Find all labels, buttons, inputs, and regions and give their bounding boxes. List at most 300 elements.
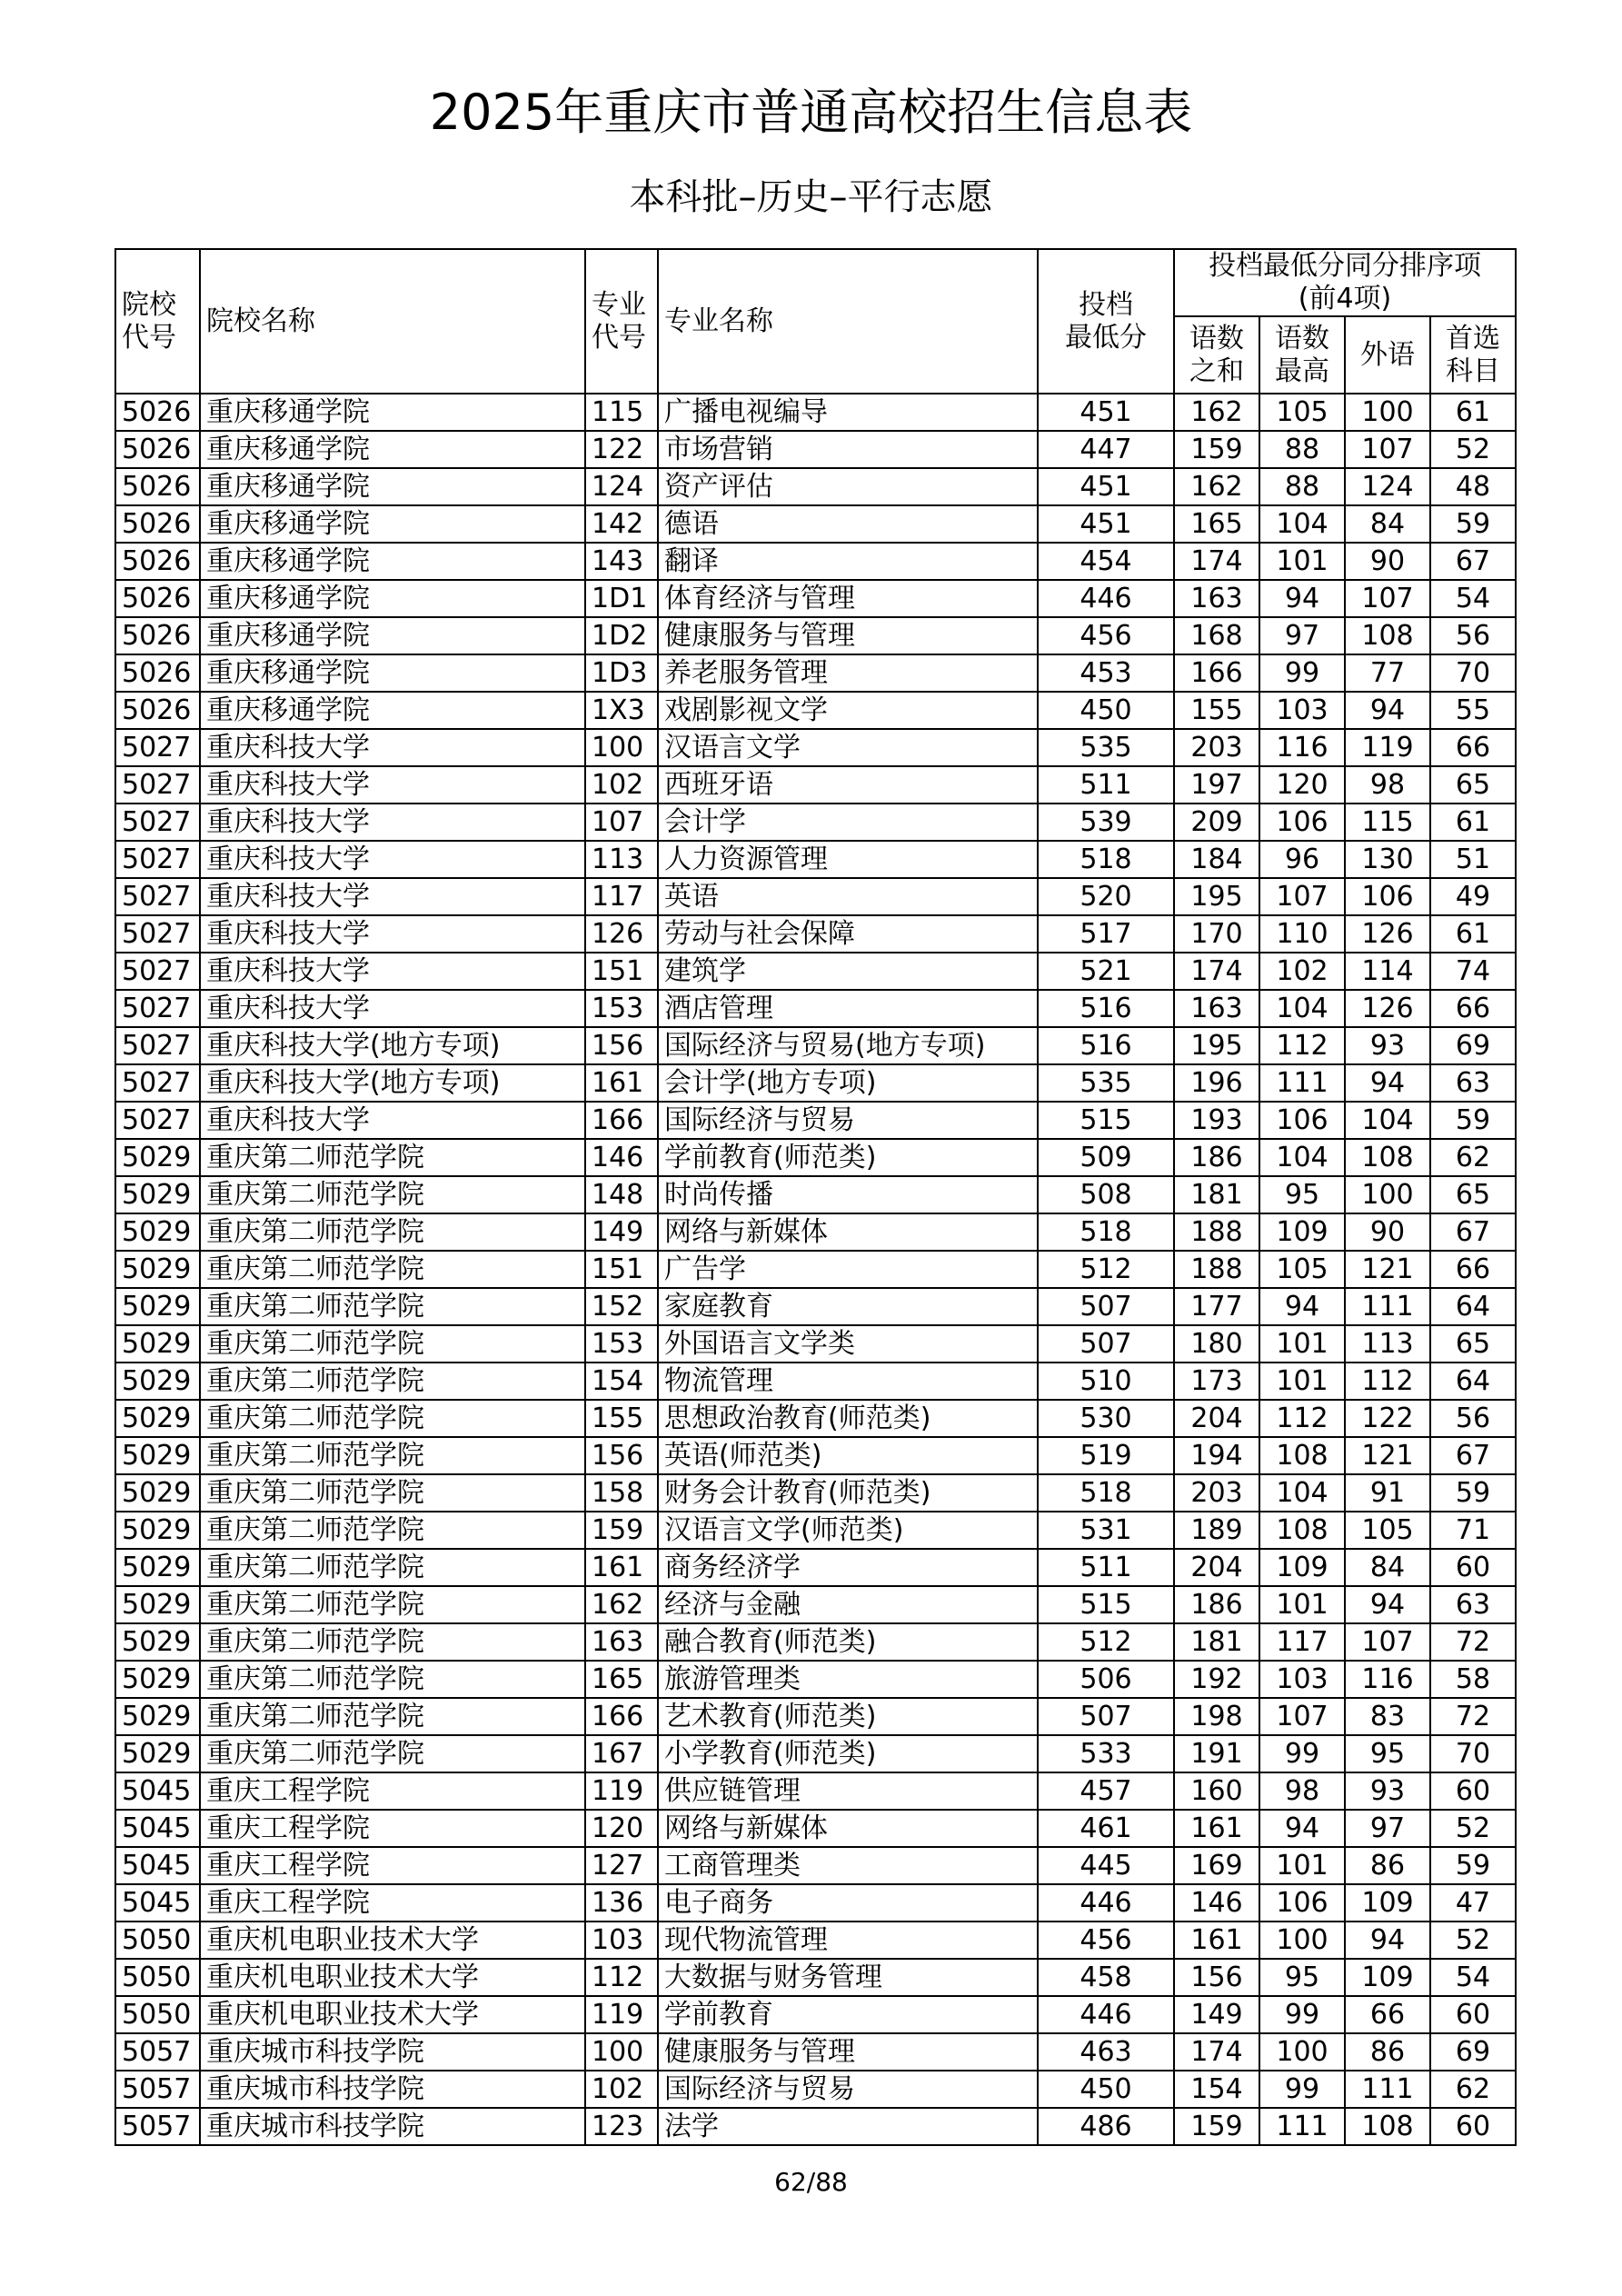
school-name-cell: 重庆第二师范学院	[200, 1176, 585, 1213]
major-code-cell: 143	[585, 543, 658, 580]
school-name-cell: 重庆第二师范学院	[200, 1288, 585, 1325]
first-subject-cell: 52	[1430, 1810, 1516, 1847]
school-code-cell: 5045	[115, 1772, 200, 1810]
major-code-cell: 103	[585, 1922, 658, 1959]
first-subject-cell: 70	[1430, 1735, 1516, 1772]
sum-yw-sx-cell: 181	[1174, 1623, 1259, 1661]
min-score-cell: 535	[1038, 729, 1174, 766]
first-subject-cell: 52	[1430, 431, 1516, 468]
min-score-cell: 506	[1038, 1661, 1174, 1698]
table-row	[115, 1176, 1516, 1213]
foreign-cell: 86	[1345, 1847, 1430, 1884]
max-yw-sx-cell: 109	[1259, 1213, 1345, 1251]
major-name-cell: 广播电视编导	[658, 394, 1038, 431]
major-name-cell: 健康服务与管理	[658, 2033, 1038, 2071]
school-name-cell: 重庆移通学院	[200, 505, 585, 543]
major-name-cell: 翻译	[658, 543, 1038, 580]
major-name-cell: 会计学	[658, 804, 1038, 841]
major-code-cell: 158	[585, 1474, 658, 1512]
first-subject-cell: 64	[1430, 1363, 1516, 1400]
foreign-cell: 100	[1345, 394, 1430, 431]
max-yw-sx-cell: 100	[1259, 2033, 1345, 2071]
foreign-cell: 90	[1345, 543, 1430, 580]
sum-yw-sx-cell: 174	[1174, 543, 1259, 580]
first-subject-cell: 66	[1430, 729, 1516, 766]
max-yw-sx-cell: 110	[1259, 915, 1345, 953]
first-subject-cell: 67	[1430, 1437, 1516, 1474]
max-yw-sx-cell: 109	[1259, 1549, 1345, 1586]
school-name-cell: 重庆移通学院	[200, 692, 585, 729]
header-major-code: 专业 代号	[585, 249, 658, 394]
table-row	[115, 2108, 1516, 2145]
table-row	[115, 1325, 1516, 1363]
major-code-cell: 1D2	[585, 617, 658, 654]
table-row	[115, 692, 1516, 729]
table-row	[115, 1251, 1516, 1288]
foreign-cell: 109	[1345, 1959, 1430, 1996]
foreign-cell: 93	[1345, 1027, 1430, 1064]
foreign-cell: 94	[1345, 692, 1430, 729]
major-code-cell: 159	[585, 1512, 658, 1549]
school-code-cell: 5026	[115, 468, 200, 505]
sum-yw-sx-cell: 191	[1174, 1735, 1259, 1772]
table-row	[115, 1996, 1516, 2033]
max-yw-sx-cell: 99	[1259, 654, 1345, 692]
header-min-score: 投档 最低分	[1038, 249, 1174, 394]
max-yw-sx-cell: 100	[1259, 1922, 1345, 1959]
min-score-cell: 445	[1038, 1847, 1174, 1884]
major-name-cell: 艺术教育(师范类)	[658, 1698, 1038, 1735]
sum-yw-sx-cell: 165	[1174, 505, 1259, 543]
first-subject-cell: 64	[1430, 1288, 1516, 1325]
foreign-cell: 121	[1345, 1251, 1430, 1288]
major-code-cell: 151	[585, 953, 658, 990]
min-score-cell: 521	[1038, 953, 1174, 990]
header-school-code: 院校 代号	[115, 249, 200, 394]
major-name-cell: 国际经济与贸易	[658, 1102, 1038, 1139]
major-name-cell: 健康服务与管理	[658, 617, 1038, 654]
max-yw-sx-cell: 112	[1259, 1400, 1345, 1437]
school-name-cell: 重庆第二师范学院	[200, 1213, 585, 1251]
sum-yw-sx-cell: 186	[1174, 1139, 1259, 1176]
major-name-cell: 融合教育(师范类)	[658, 1623, 1038, 1661]
major-name-cell: 劳动与社会保障	[658, 915, 1038, 953]
min-score-cell: 447	[1038, 431, 1174, 468]
foreign-cell: 108	[1345, 617, 1430, 654]
sum-yw-sx-cell: 162	[1174, 394, 1259, 431]
major-name-cell: 大数据与财务管理	[658, 1959, 1038, 1996]
max-yw-sx-cell: 112	[1259, 1027, 1345, 1064]
first-subject-cell: 58	[1430, 1661, 1516, 1698]
max-yw-sx-cell: 101	[1259, 1363, 1345, 1400]
school-code-cell: 5050	[115, 1922, 200, 1959]
page-title: 2025年重庆市普通高校招生信息表	[429, 84, 1193, 141]
max-yw-sx-cell: 94	[1259, 580, 1345, 617]
major-code-cell: 123	[585, 2108, 658, 2145]
foreign-cell: 106	[1345, 878, 1430, 915]
school-name-cell: 重庆工程学院	[200, 1847, 585, 1884]
table-row	[115, 468, 1516, 505]
major-name-cell: 思想政治教育(师范类)	[658, 1400, 1038, 1437]
major-name-cell: 汉语言文学	[658, 729, 1038, 766]
major-name-cell: 商务经济学	[658, 1549, 1038, 1586]
major-name-cell: 英语	[658, 878, 1038, 915]
min-score-cell: 530	[1038, 1400, 1174, 1437]
min-score-cell: 451	[1038, 468, 1174, 505]
table-row	[115, 505, 1516, 543]
min-score-cell: 458	[1038, 1959, 1174, 1996]
major-name-cell: 电子商务	[658, 1884, 1038, 1922]
max-yw-sx-cell: 108	[1259, 1512, 1345, 1549]
major-code-cell: 156	[585, 1027, 658, 1064]
school-code-cell: 5050	[115, 1959, 200, 1996]
school-name-cell: 重庆第二师范学院	[200, 1735, 585, 1772]
table-row	[115, 1922, 1516, 1959]
table-row	[115, 1437, 1516, 1474]
foreign-cell: 126	[1345, 915, 1430, 953]
foreign-cell: 122	[1345, 1400, 1430, 1437]
foreign-cell: 93	[1345, 1772, 1430, 1810]
major-name-cell: 酒店管理	[658, 990, 1038, 1027]
school-name-cell: 重庆第二师范学院	[200, 1698, 585, 1735]
school-code-cell: 5026	[115, 505, 200, 543]
table-row	[115, 1139, 1516, 1176]
school-name-cell: 重庆第二师范学院	[200, 1661, 585, 1698]
sum-yw-sx-cell: 197	[1174, 766, 1259, 804]
table-row	[115, 654, 1516, 692]
sum-yw-sx-cell: 174	[1174, 2033, 1259, 2071]
table-row	[115, 1027, 1516, 1064]
school-code-cell: 5027	[115, 766, 200, 804]
school-name-cell: 重庆科技大学	[200, 766, 585, 804]
min-score-cell: 454	[1038, 543, 1174, 580]
school-code-cell: 5029	[115, 1623, 200, 1661]
major-name-cell: 家庭教育	[658, 1288, 1038, 1325]
foreign-cell: 116	[1345, 1661, 1430, 1698]
table-body	[115, 394, 1516, 2145]
min-score-cell: 446	[1038, 1996, 1174, 2033]
max-yw-sx-cell: 101	[1259, 1586, 1345, 1623]
min-score-cell: 517	[1038, 915, 1174, 953]
min-score-cell: 519	[1038, 1437, 1174, 1474]
school-name-cell: 重庆移通学院	[200, 394, 585, 431]
school-name-cell: 重庆工程学院	[200, 1810, 585, 1847]
school-name-cell: 重庆第二师范学院	[200, 1251, 585, 1288]
sum-yw-sx-cell: 189	[1174, 1512, 1259, 1549]
foreign-cell: 119	[1345, 729, 1430, 766]
max-yw-sx-cell: 101	[1259, 1325, 1345, 1363]
max-yw-sx-cell: 102	[1259, 953, 1345, 990]
major-code-cell: 112	[585, 1959, 658, 1996]
sum-yw-sx-cell: 155	[1174, 692, 1259, 729]
major-code-cell: 107	[585, 804, 658, 841]
school-code-cell: 5026	[115, 543, 200, 580]
first-subject-cell: 51	[1430, 841, 1516, 878]
school-name-cell: 重庆第二师范学院	[200, 1325, 585, 1363]
first-subject-cell: 48	[1430, 468, 1516, 505]
major-name-cell: 汉语言文学(师范类)	[658, 1512, 1038, 1549]
school-name-cell: 重庆第二师范学院	[200, 1512, 585, 1549]
first-subject-cell: 65	[1430, 1325, 1516, 1363]
max-yw-sx-cell: 105	[1259, 394, 1345, 431]
major-code-cell: 1D3	[585, 654, 658, 692]
table-row	[115, 1586, 1516, 1623]
foreign-cell: 124	[1345, 468, 1430, 505]
major-code-cell: 148	[585, 1176, 658, 1213]
major-name-cell: 戏剧影视文学	[658, 692, 1038, 729]
school-code-cell: 5029	[115, 1139, 200, 1176]
admission-table	[114, 248, 1517, 2146]
major-code-cell: 1X3	[585, 692, 658, 729]
sum-yw-sx-cell: 203	[1174, 729, 1259, 766]
sum-yw-sx-cell: 198	[1174, 1698, 1259, 1735]
school-code-cell: 5029	[115, 1549, 200, 1586]
school-code-cell: 5029	[115, 1325, 200, 1363]
min-score-cell: 508	[1038, 1176, 1174, 1213]
max-yw-sx-cell: 106	[1259, 1884, 1345, 1922]
major-code-cell: 163	[585, 1623, 658, 1661]
school-name-cell: 重庆移通学院	[200, 431, 585, 468]
min-score-cell: 446	[1038, 580, 1174, 617]
foreign-cell: 121	[1345, 1437, 1430, 1474]
min-score-cell: 510	[1038, 1363, 1174, 1400]
min-score-cell: 511	[1038, 766, 1174, 804]
first-subject-cell: 49	[1430, 878, 1516, 915]
foreign-cell: 111	[1345, 1288, 1430, 1325]
table-row	[115, 2033, 1516, 2071]
school-code-cell: 5050	[115, 1996, 200, 2033]
school-name-cell: 重庆科技大学	[200, 729, 585, 766]
major-name-cell: 工商管理类	[658, 1847, 1038, 1884]
min-score-cell: 520	[1038, 878, 1174, 915]
sum-yw-sx-cell: 204	[1174, 1400, 1259, 1437]
sum-yw-sx-cell: 163	[1174, 580, 1259, 617]
major-code-cell: 115	[585, 394, 658, 431]
major-name-cell: 外国语言文学类	[658, 1325, 1038, 1363]
table-row	[115, 804, 1516, 841]
foreign-cell: 91	[1345, 1474, 1430, 1512]
header-school-name: 院校名称	[200, 249, 585, 394]
max-yw-sx-cell: 96	[1259, 841, 1345, 878]
foreign-cell: 114	[1345, 953, 1430, 990]
max-yw-sx-cell: 88	[1259, 431, 1345, 468]
school-name-cell: 重庆移通学院	[200, 580, 585, 617]
school-code-cell: 5027	[115, 841, 200, 878]
min-score-cell: 446	[1038, 1884, 1174, 1922]
min-score-cell: 533	[1038, 1735, 1174, 1772]
min-score-cell: 456	[1038, 1922, 1174, 1959]
school-name-cell: 重庆科技大学	[200, 915, 585, 953]
sum-yw-sx-cell: 159	[1174, 431, 1259, 468]
sum-yw-sx-cell: 209	[1174, 804, 1259, 841]
major-name-cell: 财务会计教育(师范类)	[658, 1474, 1038, 1512]
min-score-cell: 516	[1038, 990, 1174, 1027]
major-code-cell: 100	[585, 729, 658, 766]
table-row	[115, 394, 1516, 431]
min-score-cell: 450	[1038, 2071, 1174, 2108]
first-subject-cell: 71	[1430, 1512, 1516, 1549]
first-subject-cell: 62	[1430, 2071, 1516, 2108]
min-score-cell: 531	[1038, 1512, 1174, 1549]
first-subject-cell: 61	[1430, 804, 1516, 841]
table-row	[115, 543, 1516, 580]
foreign-cell: 113	[1345, 1325, 1430, 1363]
sum-yw-sx-cell: 196	[1174, 1064, 1259, 1102]
table-row	[115, 1474, 1516, 1512]
min-score-cell: 450	[1038, 692, 1174, 729]
school-name-cell: 重庆科技大学	[200, 1102, 585, 1139]
major-code-cell: 102	[585, 2071, 658, 2108]
major-code-cell: 166	[585, 1698, 658, 1735]
min-score-cell: 507	[1038, 1325, 1174, 1363]
school-code-cell: 5027	[115, 1064, 200, 1102]
school-code-cell: 5027	[115, 990, 200, 1027]
table-row	[115, 766, 1516, 804]
table-row	[115, 953, 1516, 990]
max-yw-sx-cell: 104	[1259, 1474, 1345, 1512]
major-code-cell: 136	[585, 1884, 658, 1922]
first-subject-cell: 69	[1430, 1027, 1516, 1064]
foreign-cell: 94	[1345, 1922, 1430, 1959]
major-code-cell: 146	[585, 1139, 658, 1176]
school-name-cell: 重庆科技大学	[200, 953, 585, 990]
school-name-cell: 重庆移通学院	[200, 654, 585, 692]
min-score-cell: 515	[1038, 1586, 1174, 1623]
first-subject-cell: 55	[1430, 692, 1516, 729]
max-yw-sx-cell: 104	[1259, 990, 1345, 1027]
header-sum-yw-sx: 语数 之和	[1174, 316, 1259, 394]
sum-yw-sx-cell: 194	[1174, 1437, 1259, 1474]
school-code-cell: 5027	[115, 804, 200, 841]
first-subject-cell: 62	[1430, 1139, 1516, 1176]
sum-yw-sx-cell: 204	[1174, 1549, 1259, 1586]
school-code-cell: 5026	[115, 394, 200, 431]
major-code-cell: 156	[585, 1437, 658, 1474]
major-code-cell: 149	[585, 1213, 658, 1251]
sum-yw-sx-cell: 161	[1174, 1810, 1259, 1847]
max-yw-sx-cell: 105	[1259, 1251, 1345, 1288]
major-name-cell: 体育经济与管理	[658, 580, 1038, 617]
school-code-cell: 5045	[115, 1847, 200, 1884]
min-score-cell: 518	[1038, 1474, 1174, 1512]
foreign-cell: 98	[1345, 766, 1430, 804]
school-name-cell: 重庆第二师范学院	[200, 1437, 585, 1474]
major-code-cell: 119	[585, 1996, 658, 2033]
sum-yw-sx-cell: 186	[1174, 1586, 1259, 1623]
sum-yw-sx-cell: 180	[1174, 1325, 1259, 1363]
major-code-cell: 120	[585, 1810, 658, 1847]
school-code-cell: 5026	[115, 431, 200, 468]
school-code-cell: 5027	[115, 1102, 200, 1139]
max-yw-sx-cell: 103	[1259, 1661, 1345, 1698]
major-code-cell: 166	[585, 1102, 658, 1139]
school-code-cell: 5027	[115, 915, 200, 953]
first-subject-cell: 65	[1430, 1176, 1516, 1213]
table-row	[115, 1102, 1516, 1139]
first-subject-cell: 69	[1430, 2033, 1516, 2071]
major-name-cell: 旅游管理类	[658, 1661, 1038, 1698]
max-yw-sx-cell: 101	[1259, 1847, 1345, 1884]
first-subject-cell: 60	[1430, 1549, 1516, 1586]
school-code-cell: 5026	[115, 654, 200, 692]
major-code-cell: 161	[585, 1064, 658, 1102]
header-major-name: 专业名称	[658, 249, 1038, 394]
school-name-cell: 重庆移通学院	[200, 468, 585, 505]
min-score-cell: 486	[1038, 2108, 1174, 2145]
first-subject-cell: 59	[1430, 1474, 1516, 1512]
table-row	[115, 1213, 1516, 1251]
major-code-cell: 154	[585, 1363, 658, 1400]
sum-yw-sx-cell: 173	[1174, 1363, 1259, 1400]
school-name-cell: 重庆科技大学	[200, 841, 585, 878]
school-code-cell: 5045	[115, 1810, 200, 1847]
table-row	[115, 1698, 1516, 1735]
sum-yw-sx-cell: 166	[1174, 654, 1259, 692]
major-code-cell: 153	[585, 1325, 658, 1363]
max-yw-sx-cell: 97	[1259, 617, 1345, 654]
major-name-cell: 网络与新媒体	[658, 1810, 1038, 1847]
sum-yw-sx-cell: 146	[1174, 1884, 1259, 1922]
major-name-cell: 供应链管理	[658, 1772, 1038, 1810]
max-yw-sx-cell: 88	[1259, 468, 1345, 505]
header-first-subject: 首选 科目	[1430, 316, 1516, 394]
sum-yw-sx-cell: 168	[1174, 617, 1259, 654]
table-row	[115, 1512, 1516, 1549]
major-name-cell: 德语	[658, 505, 1038, 543]
foreign-cell: 95	[1345, 1735, 1430, 1772]
max-yw-sx-cell: 95	[1259, 1959, 1345, 1996]
school-code-cell: 5057	[115, 2071, 200, 2108]
first-subject-cell: 61	[1430, 394, 1516, 431]
foreign-cell: 97	[1345, 1810, 1430, 1847]
school-name-cell: 重庆移通学院	[200, 617, 585, 654]
major-code-cell: 119	[585, 1772, 658, 1810]
max-yw-sx-cell: 107	[1259, 1698, 1345, 1735]
first-subject-cell: 67	[1430, 1213, 1516, 1251]
school-code-cell: 5029	[115, 1176, 200, 1213]
foreign-cell: 107	[1345, 580, 1430, 617]
first-subject-cell: 65	[1430, 766, 1516, 804]
school-name-cell: 重庆机电职业技术大学	[200, 1959, 585, 1996]
foreign-cell: 107	[1345, 431, 1430, 468]
first-subject-cell: 59	[1430, 1847, 1516, 1884]
table-row	[115, 841, 1516, 878]
major-code-cell: 100	[585, 2033, 658, 2071]
major-code-cell: 122	[585, 431, 658, 468]
foreign-cell: 66	[1345, 1996, 1430, 2033]
school-name-cell: 重庆科技大学(地方专项)	[200, 1027, 585, 1064]
page-subtitle: 本科批–历史–平行志愿	[629, 176, 993, 218]
min-score-cell: 451	[1038, 505, 1174, 543]
first-subject-cell: 72	[1430, 1623, 1516, 1661]
foreign-cell: 104	[1345, 1102, 1430, 1139]
major-code-cell: 113	[585, 841, 658, 878]
major-name-cell: 广告学	[658, 1251, 1038, 1288]
school-name-cell: 重庆机电职业技术大学	[200, 1996, 585, 2033]
school-code-cell: 5029	[115, 1474, 200, 1512]
table-row	[115, 580, 1516, 617]
school-name-cell: 重庆城市科技学院	[200, 2108, 585, 2145]
sum-yw-sx-cell: 193	[1174, 1102, 1259, 1139]
foreign-cell: 109	[1345, 1884, 1430, 1922]
first-subject-cell: 56	[1430, 1400, 1516, 1437]
max-yw-sx-cell: 104	[1259, 1139, 1345, 1176]
foreign-cell: 108	[1345, 2108, 1430, 2145]
major-name-cell: 人力资源管理	[658, 841, 1038, 878]
header-max-yw-sx: 语数 最高	[1259, 316, 1345, 394]
foreign-cell: 115	[1345, 804, 1430, 841]
sum-yw-sx-cell: 195	[1174, 878, 1259, 915]
